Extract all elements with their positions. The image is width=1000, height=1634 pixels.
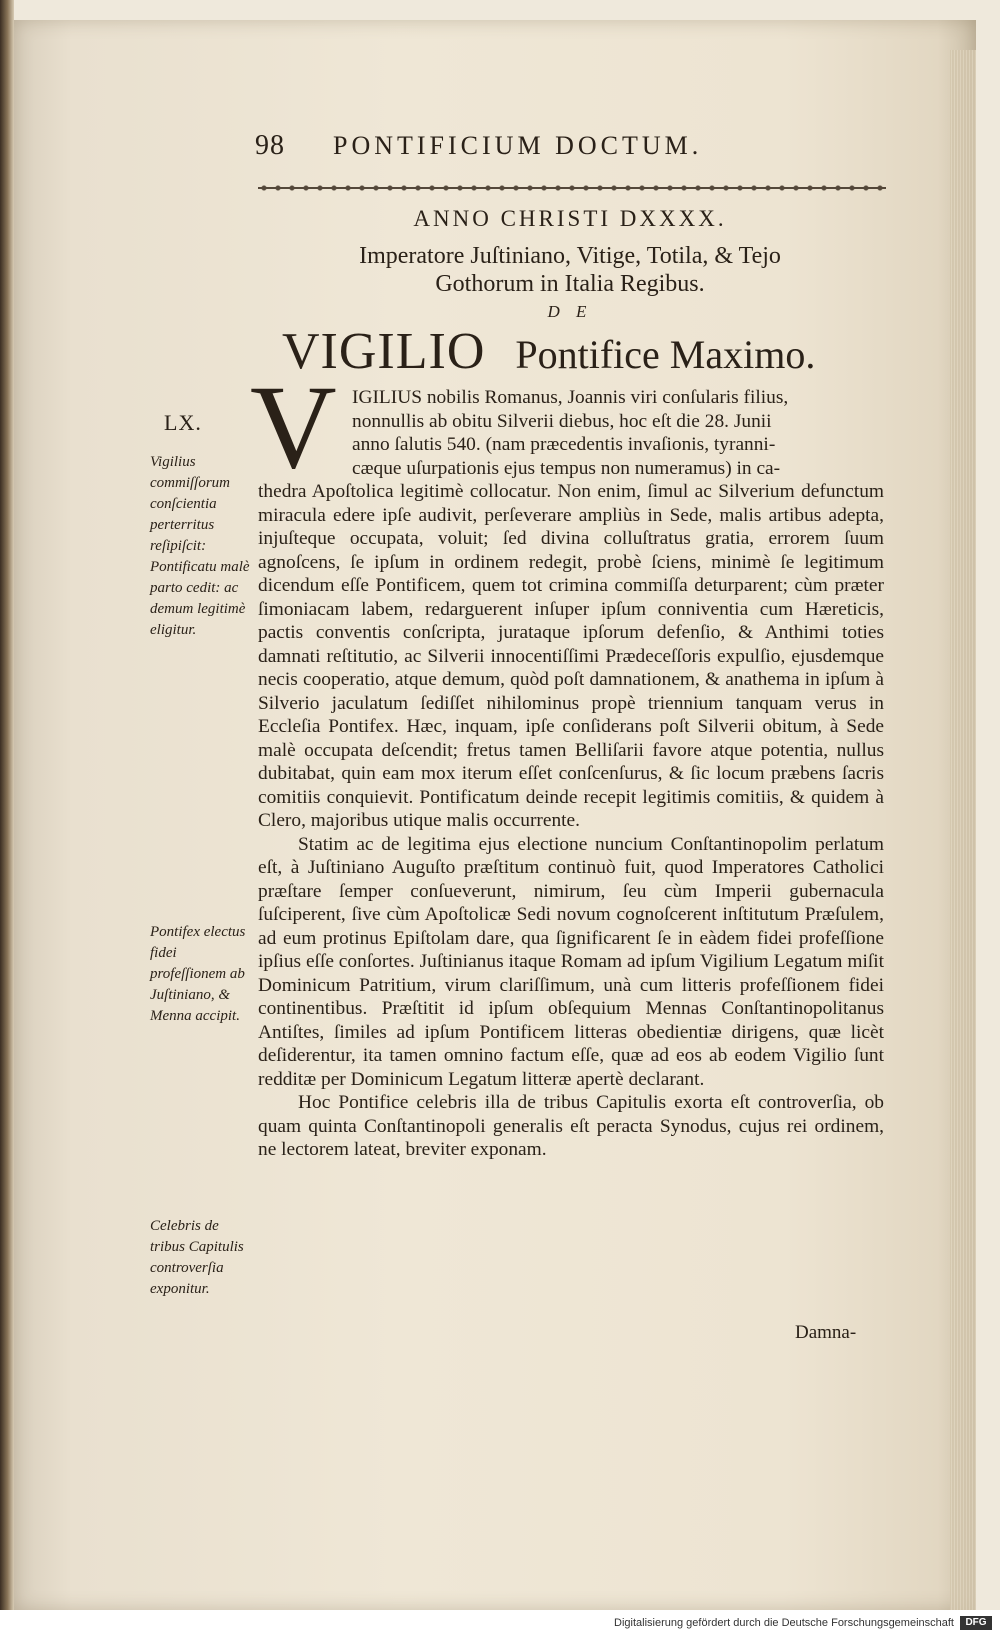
book-binding xyxy=(0,0,14,1634)
emperor-line xyxy=(255,242,885,298)
chapter-heading xyxy=(282,322,882,381)
ornament-rule xyxy=(258,180,886,196)
body-text xyxy=(258,386,884,1162)
paragraph-1 xyxy=(258,386,884,833)
marginal-note: Celebris de tribus Capitulis controverſia exponitur. xyxy=(150,1218,244,1297)
paragraph-2: Statim ac de legitima ejus electione nuncium Conſtantinopolim perlatum eſt, à Juſtiniano Auguſto præſtitum continuò fuit, quod Imperatores Catholici præſtare ſemper conſueverunt, nimirum, ſeu cùm Imperii gubernacula ſuſciperent, ſive cùm Apoſtolicæ Sedi novum cognoſcerent inſtitutum Præſulem, ad eum protinus Epiſtolam dare, qua ſignificarent ſe in eàdem fidei profeſſione ipſius eſſe conſortes. Juſtinianus itaque Romam ad ipſum Vigilium Legatum miſit Dominicum Patritium, virum clariſſimum, unà cum litteris profeſſionem fidei continentibus. Præſtitit id ipſum obſequium Mennas Conſtantinopolitanus Antiſtes, ſimiles ad ipſum Pontificem litteras obedientiæ dirigens, quæ licèt deſiderentur, ita tamen omnino factum eſſe, quæ ad eos ab eodem Vigilio ſunt redditæ per Dominicum Legatum litteræ apertè declarant. xyxy=(258,833,884,1090)
line-2: nonnullis ab obitu Silverii diebus, hoc eſt die 28. Junii xyxy=(352,410,772,432)
heading-rest: Pontifice Maximo. xyxy=(515,332,816,377)
catchword: Damna- xyxy=(795,1322,857,1343)
line-1: IGILIUS nobilis Romanus, Joannis viri conſularis filius, xyxy=(352,387,789,408)
line-3: anno ſalutis 540. (nam præcedentis invaſionis, tyranni- xyxy=(352,434,776,455)
paragraph-1-rest: thedra Apoſtolica legitimè collocatur. Non enim, ſimul ac Silverium defunctum miracula edere ipſe audivit, perſeverare ampliùs in Sede, malis artibus adepta, injuſteque occupata, voluit; ſed divina colluſtratus gratia, errorem ſuum agnoſcens, ſe ipſum in ordinem redegit, probè ſciens, minimè ſe legitimum dicendum eſſe Pontificem, quem tot crimina commiſſa deturparent; cùm præter ſimoniacam labem, redarguerent inſuper ipſum conniventia cum Hæreticis, pactis conventis conſcripta, jurataque ipſorum defenſio, & Anthimi toties damnati reſtitutio, ac Silverii innocentiſſimi Prædeceſſoris expulſio, ejusdemque necis cooperatio, atque demum, quòd poſt damnationem, & anathema in ipſum à Silverio jaculatum ſediſſet nihilominus propè triennium tanquam verus in Eccleſia Pontifex. Hæc, inquam, ipſe conſiderans poſt Silverii obitum, à Sede malè occupata deſcendit; fretus tamen Belliſarii favore atque potentia, nullus dubitabat, quin eam mox iterum eſſet conſcenſurus, & ſic locum præbens ſacris comitiis conquievit. Pontificatum deinde recepit legitimis comitiis, & quidem à Clero, majoribus utique malis occurrente. xyxy=(258,481,884,831)
anno-line: ANNO CHRISTI DXXXX. xyxy=(413,206,727,231)
footer-strip xyxy=(0,1610,1000,1634)
line-4: cæque uſurpationis ejus tempus non numeramus) in ca- xyxy=(352,457,781,479)
heading-name: VIGILIO xyxy=(282,323,486,380)
section-number: LX. xyxy=(164,410,202,435)
de-line: D E xyxy=(547,302,593,321)
marginal-note: Pontifex electus fidei profeſſionem ab Juſtiniano, & Menna accipit. xyxy=(150,924,246,1024)
paragraph-3: Hoc Pontifice celebris illa de tribus Capitulis exorta eſt controverſia, ob quam quinta Conſtantinopoli generalis eſt peracta Synodus, cujus rei ordinem, ne lectorem lateat, breviter exponam. xyxy=(258,1092,884,1160)
page-edge xyxy=(950,50,976,1610)
drop-cap: V xyxy=(250,360,337,493)
emperor-line-1: Imperatore Juſtiniano, Vitige, Totila, & Tejo xyxy=(359,243,781,269)
emperor-line-2: Gothorum in Italia Regibus. xyxy=(435,271,705,297)
footer-credit: Digitalisierung gefördert durch die Deutsche Forschungsgemeinschaft xyxy=(614,1617,954,1629)
running-title: PONTIFICIUM DOCTUM. xyxy=(333,131,703,160)
running-head xyxy=(255,130,815,162)
page-number: 98 xyxy=(255,130,285,161)
dfg-logo: DFG xyxy=(960,1616,992,1630)
marginal-note: Vigilius commiſſorum conſcientia perterritus reſipiſcit: Pontificatu malè parto cedit: ac demum legitimè eligitur. xyxy=(150,454,250,638)
